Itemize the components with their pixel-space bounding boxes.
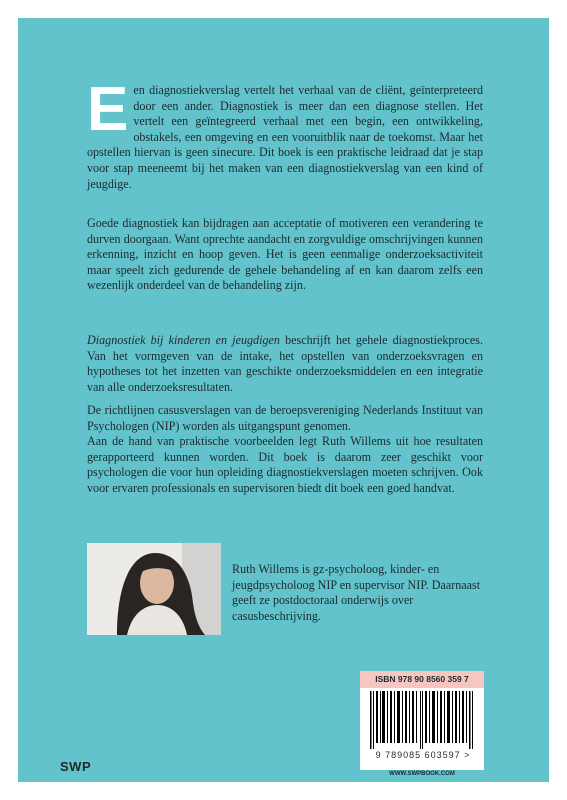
isbn-label: ISBN 978 90 8560 359 7 — [360, 671, 484, 688]
paragraph-2-text: Goede diagnostiek kan bijdragen aan acceptatie of motiveren een verandering te durven doorgaan. Want oprechte aandacht en zorgvuldige omschrijvingen kunnen erkenning, inzicht en hoop geven. Het is geen eenmalige onderzoeksactiviteit maar speelt zich gedurende de gehele behandeling af en kan daarom zelfs een wezenlijk onderdeel van de behandeling zijn. — [87, 216, 483, 293]
paragraph-4a-text: De richtlijnen casusverslagen van de beroepsvereniging Nederlands Instituut van Psychologen (NIP) worden als uitgangspunt genomen. — [87, 403, 483, 433]
author-photo — [87, 543, 221, 635]
drop-cap: E — [87, 75, 129, 144]
author-bio: Ruth Willems is gz-psycholoog, kinder- en jeugdpsycholoog NIP en supervisor NIP. Daarnaast geeft ze postdoctoraal onderwijs over casusbeschrijving. — [232, 562, 481, 623]
intro-text: en diagnostiekverslag vertelt het verhaal van de cliënt, geïnterpreteerd door een ander. Diagnostiek is meer dan een diagnose stellen. Het vertelt een geïntegreerd verhaal met een begin, een ontwikkeling, obstakels, een omgeving en een vooruitblik naar de toekomst. Maar het opstellen hiervan is geen sinecure. Dit boek is een praktische leidraad dat je stap voor stap meeneemt bij het maken van een diagnostiekverslag van een kind of jeugdige. — [87, 83, 483, 191]
barcode-icon — [370, 691, 474, 749]
isbn-digits: 9 789085 603597 > — [375, 750, 471, 760]
publisher-url: WWW.SWPBOOK.COM — [389, 771, 455, 777]
paragraph-3-text: beschrijft het gehele diagnostiekproces. Van het vormgeven van de intake, het opstellen van onderzoeksvragen en hypotheses tot het inzetten van geschikte onderzoeksmiddelen en een integratie van alle onderzoeksresultaten. — [87, 333, 483, 394]
paragraph-4 — [87, 403, 483, 497]
isbn-block — [360, 671, 484, 770]
paragraph-4b-text: Aan de hand van praktische voorbeelden legt Ruth Willems uit hoe resultaten gerapporteerd kunnen worden. Dit boek is daarom zeer geschikt voor psychologen die voor hun opleiding diagnostiekverslagen moeten schrijven. Ook voor ervaren professionals en supervisoren biedt dit boek een goed handvat. — [87, 434, 483, 495]
book-title: Diagnostiek bij kinderen en jeugdigen — [87, 333, 280, 347]
paragraph-2 — [87, 216, 483, 294]
intro-paragraph — [87, 75, 483, 192]
publisher-logo: SWP — [60, 759, 92, 774]
paragraph-3 — [87, 333, 483, 395]
